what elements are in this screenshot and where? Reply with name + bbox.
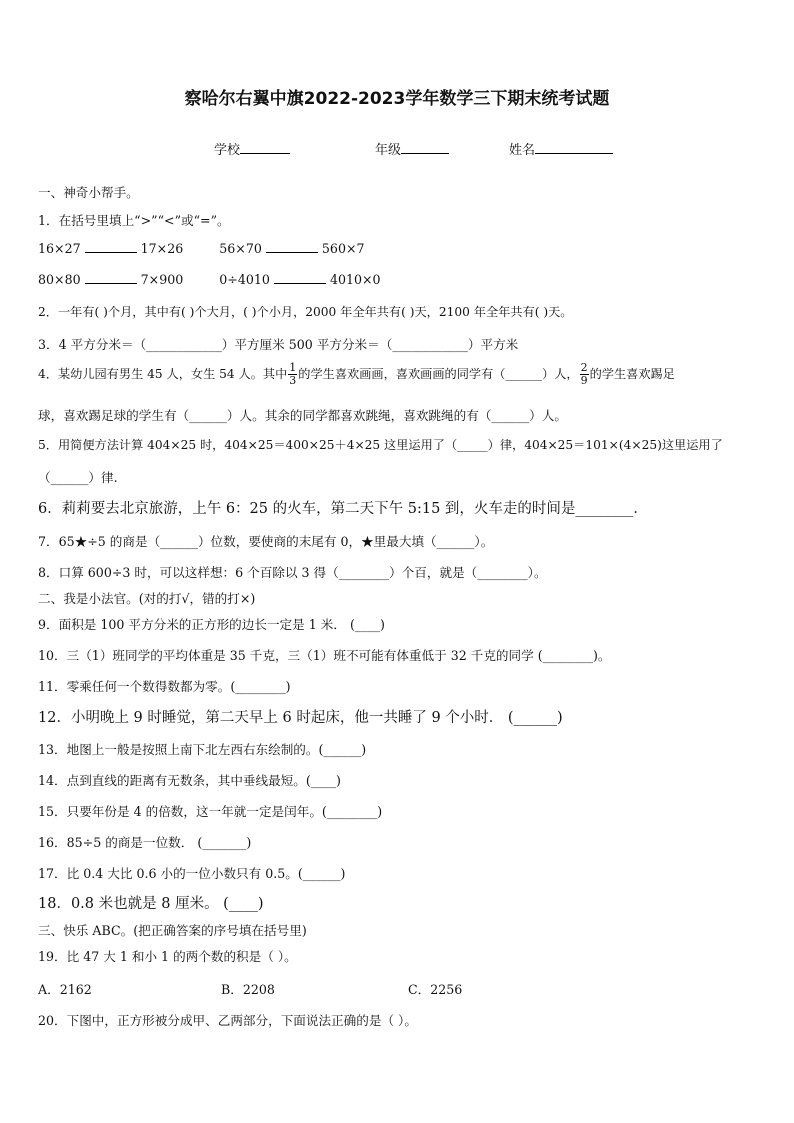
question-11: 11．零乘任何一个数得数都为零。(________) [38, 679, 291, 694]
grade-field[interactable] [375, 139, 449, 158]
question-19: 19．比 47 大 1 和小 1 的两个数的积是（ ）。 [38, 949, 297, 964]
question-10: 10．三（1）班同学的平均体重是 35 千克，三（1）班不可能有体重低于 32 千克的同学 (________)。 [38, 648, 611, 663]
question-3: 3．4 平方分米＝（____________）平方厘米 500 平方分米＝（____________）平方米 [38, 337, 519, 352]
q1-expr: 7×900 [140, 272, 184, 287]
section-1-heading: 一、神奇小帮手。 [38, 185, 139, 200]
q1-expr: 56×70 [219, 241, 262, 256]
answer-blank[interactable] [85, 241, 137, 253]
question-1-row-2 [38, 272, 764, 287]
name-field[interactable] [509, 139, 613, 158]
grade-blank[interactable] [401, 141, 449, 154]
question-15: 15．只要年份是 4 的倍数，这一年就一定是闰年。(________) [38, 804, 383, 819]
answer-blank[interactable] [266, 241, 318, 253]
page-title: 察哈尔右翼中旗2022-2023学年数学三下期末统考试题 [184, 89, 610, 109]
question-17: 17．比 0.4 大比 0.6 小的一位小数只有 0.5。(______) [38, 866, 346, 881]
question-4 [38, 362, 764, 387]
question-2: 2．一年有( )个月，其中有( )个大月，( )个小月，2000 年全年共有( )天，2100 年全年共有( )天。 [38, 305, 573, 319]
question-9: 9．面积是 100 平方分米的正方形的边长一定是 1 米． (____) [38, 617, 385, 632]
name-label: 姓名 [509, 143, 536, 158]
q1-expr: 16×27 [38, 241, 81, 256]
question-5: 5．用简便方法计算 404×25 时，404×25＝400×25＋4×25 这里运用了（_____）律，404×25＝101×(4×25)这里运用了 [38, 438, 723, 452]
question-18: 18．0.8 米也就是 8 厘米。 (____) [38, 896, 264, 912]
fraction-denominator: 9 [580, 374, 588, 387]
question-1-row-1 [38, 241, 764, 256]
question-7: 7．65★÷5 的商是（______）位数，要使商的末尾有 0，★里最大填（______）。 [38, 534, 494, 549]
q1-expr: 560×7 [321, 241, 365, 256]
question-6: 6．莉莉要去北京旅游，上午 6：25 的火车，第二天下午 5:15 到，火车走的时间是________． [38, 501, 648, 517]
option-a[interactable]: A．2162 [38, 982, 92, 997]
q4-text: 的学生喜欢踢足 [589, 367, 675, 381]
option-b[interactable]: B．2208 [221, 982, 275, 997]
question-20: 20．下图中，正方形被分成甲、乙两部分，下面说法正确的是（ ）。 [38, 1013, 417, 1028]
name-blank[interactable] [535, 141, 613, 154]
q4-text: 4．某幼儿园有男生 45 人，女生 54 人。其中 [38, 367, 288, 381]
q1-expr: 0÷4010 [219, 272, 270, 287]
answer-blank[interactable] [274, 272, 326, 284]
question-5-cont: （______）律. [38, 470, 118, 485]
section-3-heading: 三、快乐 ABC。(把正确答案的序号填在括号里) [38, 923, 307, 938]
fraction-denominator: 3 [289, 374, 297, 387]
school-field[interactable] [214, 139, 290, 158]
option-c[interactable]: C．2256 [408, 982, 463, 997]
grade-label: 年级 [375, 143, 402, 158]
school-blank[interactable] [240, 141, 290, 154]
fraction-numerator: 2 [580, 361, 588, 374]
question-16: 16．85÷5 的商是一位数． (_______) [38, 835, 252, 850]
q4-text: 的学生喜欢画画，喜欢画画的同学有（______）人， [298, 367, 579, 381]
q1-expr: 80×80 [38, 272, 81, 287]
question-12: 12．小明晚上 9 时睡觉，第二天早上 6 时起床，他一共睡了 9 个小时． (______) [38, 710, 563, 726]
question-14: 14．点到直线的距离有无数条，其中垂线最短。(____) [38, 773, 341, 788]
question-4-cont: 球，喜欢踢足球的学生有（______）人。其余的同学都喜欢跳绳，喜欢跳绳的有（______）人。 [38, 408, 567, 423]
q1-expr: 4010×0 [329, 272, 381, 287]
question-13: 13．地图上一般是按照上南下北左西右东绘制的。(______) [38, 742, 367, 757]
fraction-numerator: 1 [289, 361, 297, 374]
school-label: 学校 [214, 143, 241, 158]
question-1: 1．在括号里填上“>”“<”或“=”。 [38, 213, 230, 228]
answer-blank[interactable] [85, 272, 137, 284]
fraction-two-ninths [580, 362, 589, 387]
question-8: 8．口算 600÷3 时，可以这样想：6 个百除以 3 得（________）个百，就是（________）。 [38, 565, 547, 580]
section-2-heading: 二、我是小法官。(对的打√，错的打×) [38, 591, 256, 606]
fraction-one-third [288, 362, 297, 387]
q1-expr: 17×26 [140, 241, 184, 256]
